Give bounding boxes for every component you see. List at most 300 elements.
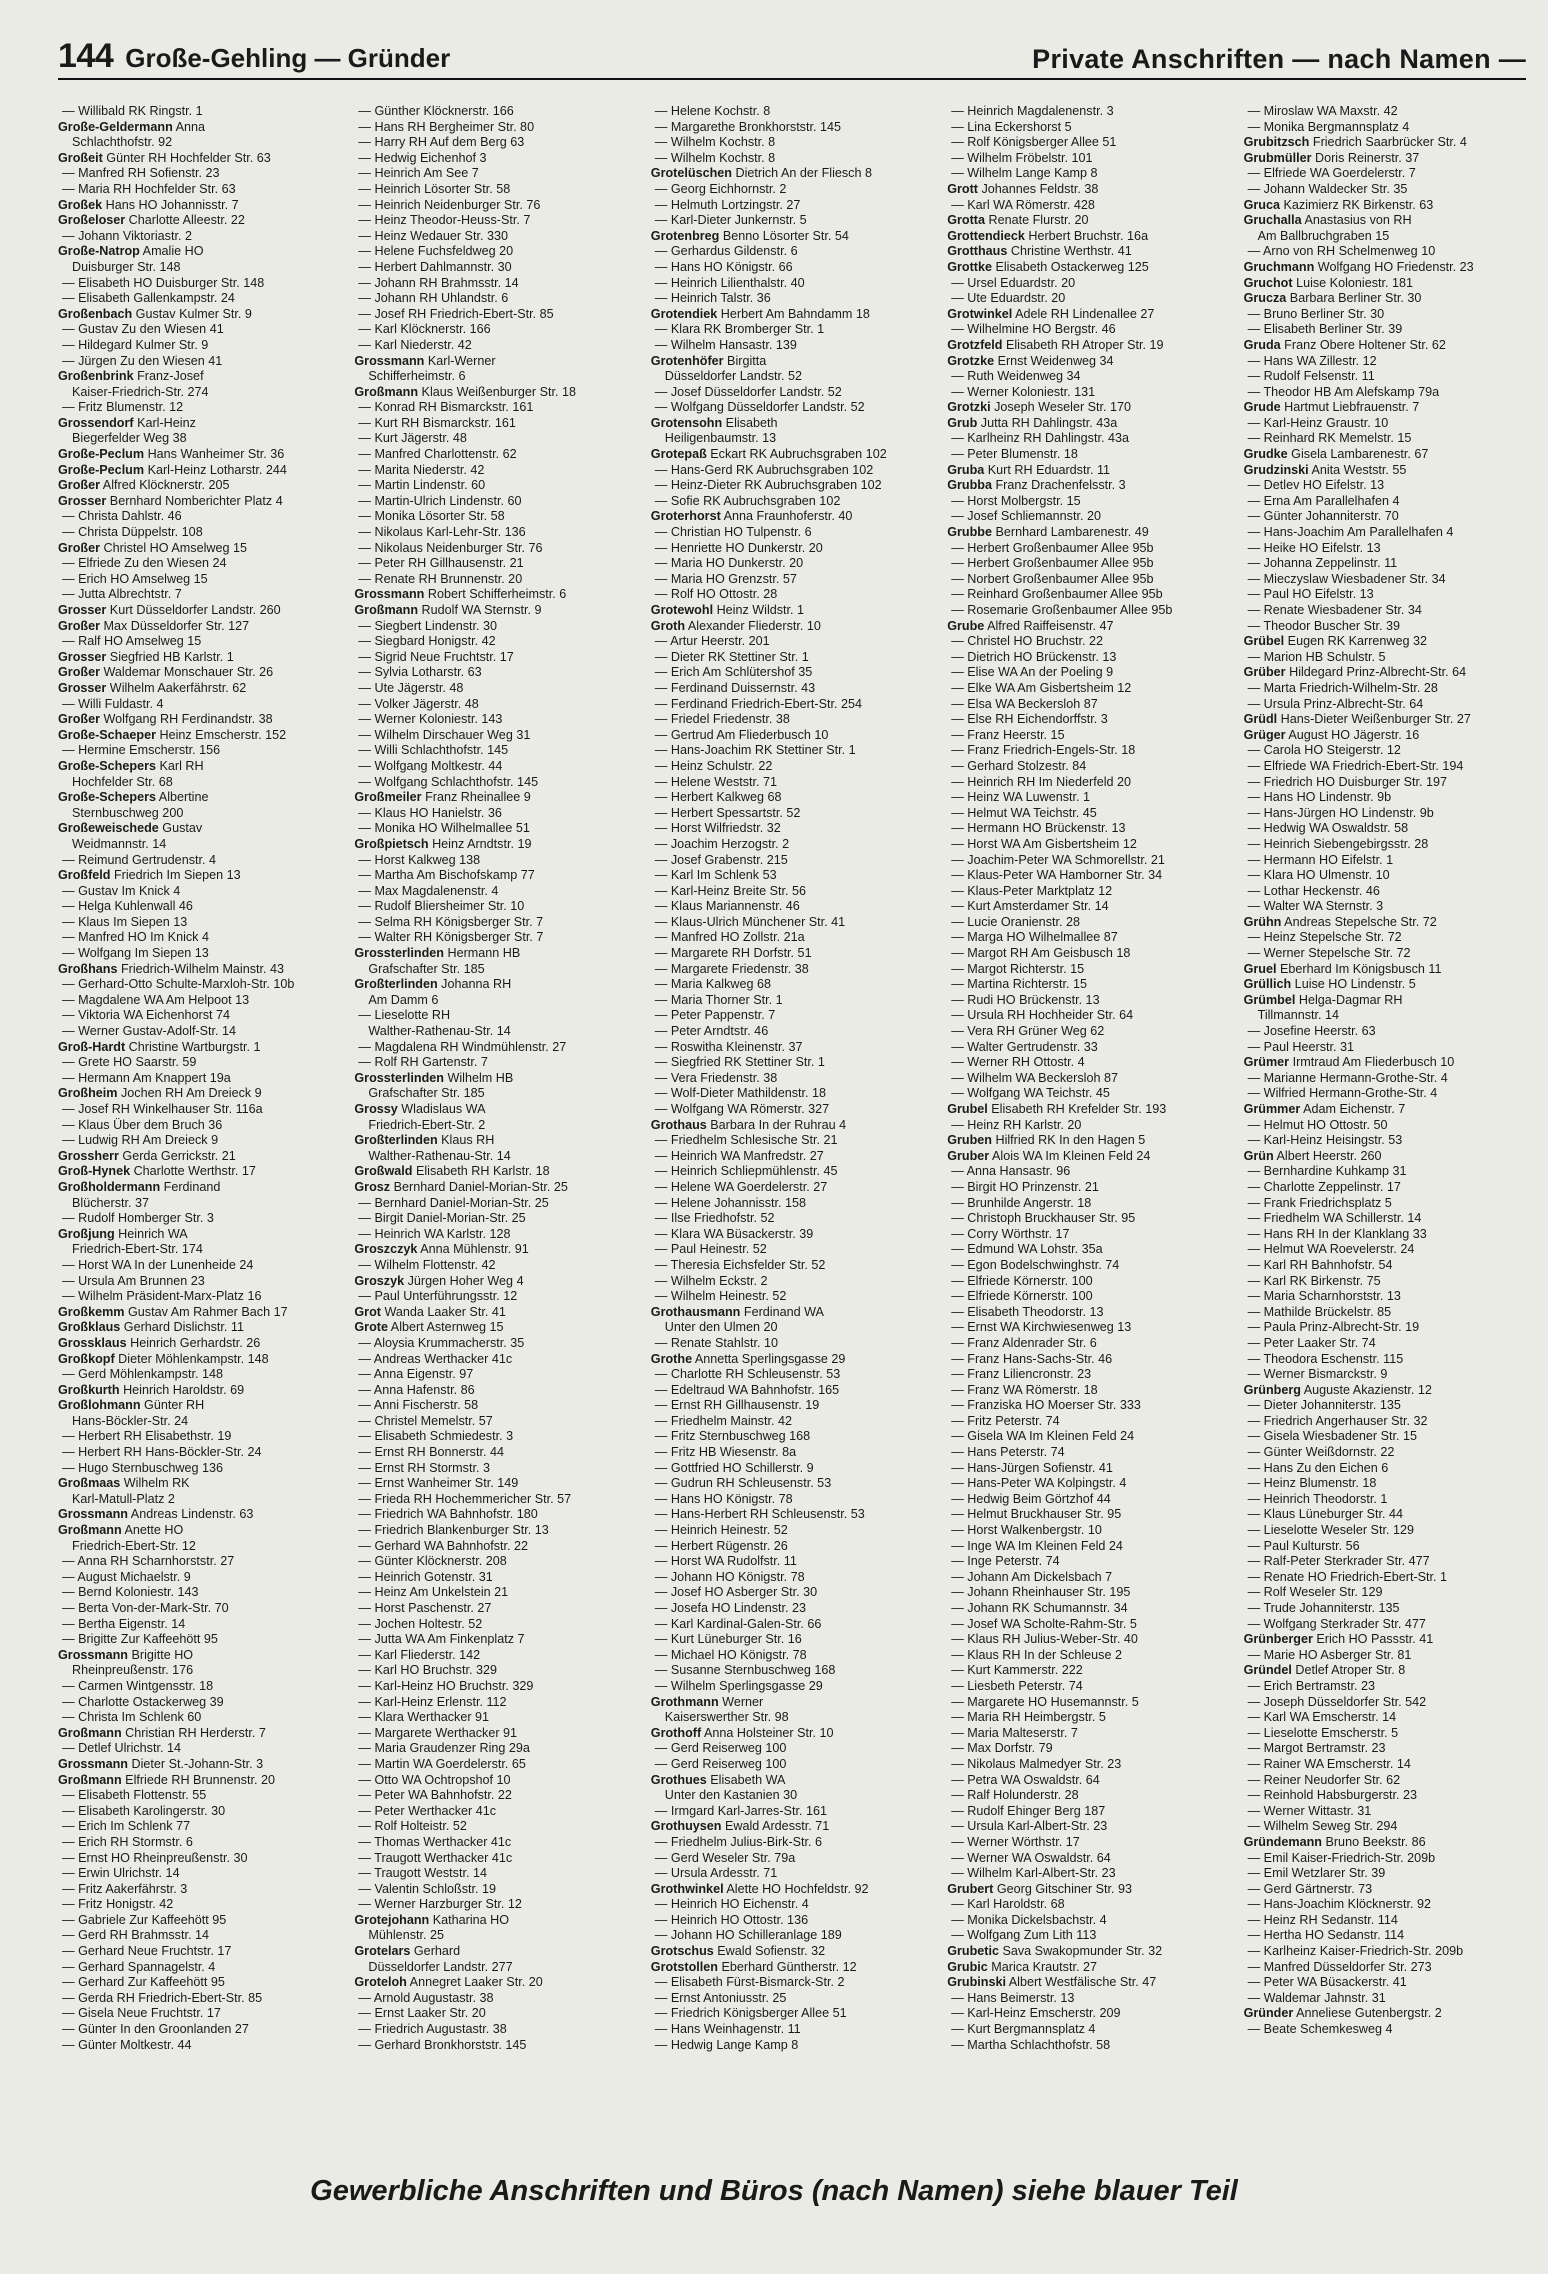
directory-entry — [947, 307, 1229, 323]
entry-surname: Groszyk — [354, 1273, 405, 1288]
entry-text: — Helmut HO Ottostr. 50 — [1247, 1117, 1388, 1132]
entry-text: Eugen RK Karrenweg 32 — [1284, 634, 1428, 649]
entry-text: Siegfried HB Karlstr. 1 — [106, 649, 234, 664]
footer-note: Gewerbliche Anschriften und Büros (nach Namen) siehe blauer Teil — [310, 2175, 1238, 2207]
entry-text: — Herbert RH Elisabethstr. 19 — [62, 1429, 232, 1444]
entry-text: — Gerhard Bronkhorststr. 145 — [358, 2037, 527, 2052]
directory-entry — [947, 1258, 1229, 1274]
directory-entry — [354, 478, 636, 494]
directory-entry — [354, 2022, 636, 2038]
entry-surname: Großkurth — [58, 1382, 120, 1397]
entry-text: — Gottfried HO Schillerstr. 9 — [654, 1460, 814, 1475]
directory-entry — [354, 665, 636, 681]
entry-text: Sava Swakopmunder Str. 32 — [998, 1944, 1163, 1959]
directory-entry — [651, 1227, 933, 1243]
entry-text: — Birgit Daniel-Morian-Str. 25 — [358, 1211, 526, 1226]
directory-entry — [651, 322, 933, 338]
directory-entry — [58, 1539, 340, 1555]
entry-text: Wanda Laaker Str. 41 — [380, 1304, 506, 1319]
entry-text: — Hans RH In der Klanklang 33 — [1247, 1226, 1427, 1241]
entry-surname: Grosser — [58, 603, 107, 617]
directory-entry — [354, 354, 636, 370]
entry-text: — Wolfgang Schlachthofstr. 145 — [358, 774, 539, 789]
entry-surname: Große-Peclum — [58, 447, 145, 462]
directory-entry — [354, 837, 636, 853]
entry-surname: Grotendiek — [650, 306, 718, 321]
entry-text: — Klaus-Peter WA Hamborner Str. 34 — [951, 868, 1163, 883]
directory-entry — [354, 1975, 636, 1991]
directory-entry — [58, 665, 340, 681]
directory-entry — [354, 1040, 636, 1056]
entry-text: — Reinhard RK Memelstr. 15 — [1247, 431, 1412, 446]
directory-entry — [1244, 276, 1526, 292]
directory-entry — [354, 853, 636, 869]
entry-text: — Elisabeth Theodorstr. 13 — [951, 1304, 1104, 1319]
entry-surname: Grossterlinden — [354, 946, 444, 961]
directory-entry — [651, 2022, 933, 2038]
directory-entry — [354, 1913, 636, 1929]
directory-entry — [947, 1274, 1229, 1290]
entry-surname: Grott — [947, 181, 978, 196]
directory-entry — [354, 1507, 636, 1523]
entry-text: Hans Wanheimer Str. 36 — [144, 447, 285, 462]
directory-entry — [1244, 1383, 1526, 1399]
entry-text: — Arnold Augustastr. 38 — [358, 1990, 494, 2005]
entry-surname: Grüdl — [1243, 712, 1278, 727]
entry-text: — Edeltraud WA Bahnhofstr. 165 — [654, 1382, 840, 1397]
directory-entry — [354, 1695, 636, 1711]
entry-text: — Klaus-Ulrich Münchener Str. 41 — [654, 914, 846, 929]
directory-entry — [947, 1601, 1229, 1617]
entry-text: — Reiner Neudorfer Str. 62 — [1247, 1772, 1401, 1787]
directory-entry — [947, 1461, 1229, 1477]
entry-text: Mühlenstr. 25 — [368, 1928, 444, 1943]
entry-text: Jutta RH Dahlingstr. 43a — [977, 415, 1118, 430]
entry-text: — Elfriede Körnerstr. 100 — [951, 1289, 1093, 1304]
entry-surname: Großhans — [58, 961, 118, 976]
directory-entry — [58, 260, 340, 276]
directory-entry — [354, 1960, 636, 1976]
entry-text: — Rosemarie Großenbaumer Allee 95b — [951, 603, 1173, 617]
entry-text: — Manfred RH Sofienstr. 23 — [62, 166, 220, 181]
directory-entry — [354, 821, 636, 837]
directory-entry — [947, 463, 1229, 479]
directory-entry — [947, 868, 1229, 884]
entry-text: Eberhard Güntherstr. 12 — [717, 1959, 857, 1974]
entry-surname: Gründer — [1243, 2006, 1294, 2021]
directory-entry — [947, 478, 1229, 494]
directory-entry — [651, 1788, 933, 1804]
directory-entry — [947, 806, 1229, 822]
entry-text: Ernst Weidenweg 34 — [994, 353, 1114, 368]
directory-entry — [58, 1180, 340, 1196]
directory-entry — [1244, 1305, 1526, 1321]
entry-surname: Grossterlinden — [354, 1070, 444, 1085]
entry-surname: Großmann — [58, 1725, 122, 1740]
entry-text: — Peter Pappenstr. 7 — [654, 1008, 776, 1023]
directory-entry — [354, 977, 636, 993]
directory-entry — [58, 198, 340, 214]
directory-entry — [354, 1928, 636, 1944]
directory-entry — [58, 1429, 340, 1445]
entry-text: — Klaus Über dem Bruch 36 — [62, 1117, 223, 1132]
entry-text: Barbara Berliner Str. 30 — [1286, 291, 1422, 306]
entry-text: — Horst Molbergstr. 15 — [951, 493, 1081, 508]
entry-text: — Hedwig Beim Görtzhof 44 — [951, 1491, 1111, 1506]
directory-entry — [58, 1476, 340, 1492]
directory-entry — [651, 1570, 933, 1586]
entry-text: Auguste Akazienstr. 12 — [1300, 1382, 1432, 1397]
entry-text: — Hedwig Lange Kamp 8 — [654, 2037, 799, 2052]
directory-entry — [651, 728, 933, 744]
directory-entry — [947, 619, 1229, 635]
directory-entry — [58, 1352, 340, 1368]
entry-text: Bernhard Lambarenestr. 49 — [991, 525, 1149, 540]
entry-surname: Gruchalla — [1243, 213, 1302, 228]
directory-entry — [1244, 962, 1526, 978]
entry-text: Hermann HB — [443, 946, 521, 961]
directory-entry — [1244, 509, 1526, 525]
entry-text: — Karl Im Schlenk 53 — [654, 868, 777, 883]
directory-entry — [1244, 1492, 1526, 1508]
entry-text: — Heinz Theodor-Heuss-Str. 7 — [358, 213, 531, 228]
directory-entry — [651, 541, 933, 557]
entry-text: — Martin-Ulrich Lindenstr. 60 — [358, 493, 522, 508]
entry-surname: Große-Schepers — [58, 758, 156, 773]
entry-text: Herbert Am Bahndamm 18 — [717, 306, 870, 321]
entry-text: — Reinhard Großenbaumer Allee 95b — [951, 587, 1163, 602]
entry-text: — Bertha Eigenstr. 14 — [62, 1616, 186, 1631]
entry-text: — Gerd Weseler Str. 79a — [654, 1850, 796, 1865]
entry-text: — Hedwig Eichenhof 3 — [358, 150, 487, 165]
directory-entry — [651, 1851, 933, 1867]
directory-entry — [354, 1476, 636, 1492]
directory-entry — [947, 431, 1229, 447]
entry-text: Friedrich Im Siepen 13 — [110, 868, 241, 883]
entry-text: — Heinrich WA Karlstr. 128 — [358, 1226, 511, 1241]
directory-entry — [651, 1305, 933, 1321]
entry-text: — Volker Jägerstr. 48 — [358, 696, 479, 711]
entry-text: — Ralf Holunderstr. 28 — [951, 1788, 1079, 1803]
directory-entry — [1244, 806, 1526, 822]
directory-entry — [947, 1071, 1229, 1087]
directory-entry — [651, 556, 933, 572]
entry-text: Friedrich-Wilhelm Mainstr. 43 — [117, 961, 285, 976]
entry-text: Friedrich-Ebert-Str. 2 — [368, 1117, 486, 1132]
directory-entry — [1244, 1585, 1526, 1601]
entry-text: — Erich RH Stormstr. 6 — [62, 1834, 193, 1849]
entry-surname: Großmann — [354, 603, 419, 617]
directory-entry — [947, 1164, 1229, 1180]
directory-entry — [58, 1913, 340, 1929]
directory-entry — [1244, 1554, 1526, 1570]
entry-text: Elisabeth Ostackerweg 125 — [991, 259, 1149, 274]
entry-text: — Lina Eckershorst 5 — [951, 119, 1072, 134]
entry-text: — Siegfried RK Stettiner Str. 1 — [654, 1055, 825, 1070]
entry-surname: Große-Natrop — [58, 244, 140, 259]
entry-text: — Johann Viktoriastr. 2 — [62, 228, 192, 243]
entry-text: Wilhelm RK — [120, 1476, 190, 1491]
directory-entry — [651, 993, 933, 1009]
directory-entry — [1244, 775, 1526, 791]
entry-text: — Erich Bertramstr. 23 — [1247, 1678, 1375, 1693]
entry-text: Gustav Kulmer Str. 9 — [132, 306, 252, 321]
directory-entry — [354, 431, 636, 447]
entry-text: — Hertha HO Sedanstr. 114 — [1247, 1928, 1405, 1943]
entry-text: — Wolf-Dieter Mathildenstr. 18 — [654, 1086, 827, 1101]
directory-entry — [1244, 120, 1526, 136]
entry-text: — Horst Kalkweg 138 — [358, 852, 481, 867]
header-left — [58, 37, 450, 78]
directory-entry — [947, 541, 1229, 557]
entry-text: — Monika Bergmannsplatz 4 — [1247, 119, 1410, 134]
directory-entry — [1244, 1227, 1526, 1243]
entry-text: — Harry RH Auf dem Berg 63 — [358, 135, 525, 150]
entry-text: Franz-Josef — [133, 369, 204, 384]
entry-surname: Grossmann — [58, 1507, 128, 1522]
directory-entry — [58, 712, 340, 728]
entry-text: Elisabeth WA — [706, 1772, 786, 1787]
directory-entry — [947, 1133, 1229, 1149]
entry-text: — Elise WA An der Poeling 9 — [951, 665, 1114, 680]
directory-entry — [1244, 1679, 1526, 1695]
directory-column-3 — [651, 104, 933, 2144]
directory-entry — [651, 291, 933, 307]
directory-entry — [354, 1617, 636, 1633]
directory-entry — [58, 2006, 340, 2022]
entry-text: — Erich Im Schlenk 77 — [62, 1819, 191, 1834]
entry-text: — Karl-Heinz HO Bruchstr. 329 — [358, 1678, 534, 1693]
directory-entry — [947, 930, 1229, 946]
entry-text: Heiligenbaumstr. 13 — [664, 431, 777, 446]
entry-text: — Wilhelm Kochstr. 8 — [654, 135, 776, 150]
entry-text: — Wolfgang Sterkrader Str. 477 — [1247, 1616, 1426, 1631]
entry-text: — Gerd Reiserweg 100 — [654, 1741, 787, 1756]
directory-entry — [1244, 1320, 1526, 1336]
directory-entry — [1244, 1414, 1526, 1430]
entry-text: — Erich Am Schlütershof 35 — [654, 665, 813, 680]
entry-text: — Karl Niederstr. 42 — [358, 337, 472, 352]
directory-entry — [58, 1788, 340, 1804]
entry-text: — Heinz Stepelsche Str. 72 — [1247, 930, 1402, 945]
directory-entry — [354, 1102, 636, 1118]
entry-text: — Marita Niederstr. 42 — [358, 462, 485, 477]
entry-text: — Heinrich Talstr. 36 — [654, 291, 771, 306]
directory-entry — [1244, 1695, 1526, 1711]
directory-entry — [947, 1102, 1229, 1118]
entry-text: — Heinrich HO Ottostr. 136 — [654, 1912, 809, 1927]
directory-entry — [354, 1305, 636, 1321]
directory-entry — [947, 182, 1229, 198]
directory-entry — [947, 166, 1229, 182]
directory-entry — [651, 1242, 933, 1258]
directory-entry — [58, 1320, 340, 1336]
entry-text: — Martin Lindenstr. 60 — [358, 478, 486, 493]
entry-text: — Ursula Prinz-Albrecht-Str. 64 — [1247, 696, 1424, 711]
entry-surname: Großlohmann — [58, 1398, 141, 1413]
entry-text: — Dieter RK Stettiner Str. 1 — [654, 649, 809, 664]
directory-entry — [1244, 1040, 1526, 1056]
directory-entry — [1244, 1102, 1526, 1118]
directory-entry — [651, 1991, 933, 2007]
directory-entry — [947, 821, 1229, 837]
entry-surname: Grubinski — [947, 1975, 1006, 1990]
directory-entry — [651, 1554, 933, 1570]
directory-entry — [354, 1554, 636, 1570]
directory-entry — [354, 1492, 636, 1508]
directory-entry — [947, 1180, 1229, 1196]
entry-text: Charlotte Alleestr. 22 — [125, 213, 245, 228]
entry-text: — Wilfried Hermann-Grothe-Str. 4 — [1247, 1086, 1438, 1101]
entry-text: Alfred Klöcknerstr. 205 — [100, 478, 230, 493]
directory-entry — [58, 1710, 340, 1726]
entry-text: — Ursula Am Brunnen 23 — [62, 1273, 205, 1288]
directory-entry — [947, 1523, 1229, 1539]
entry-text: — Renate HO Friedrich-Ebert-Str. 1 — [1247, 1569, 1448, 1584]
entry-text: — Waldemar Jahnstr. 31 — [1247, 1990, 1386, 2005]
entry-text: — Rolf HO Ottostr. 28 — [654, 587, 778, 602]
directory-entry — [651, 1539, 933, 1555]
entry-text: — Werner Koloniestr. 131 — [951, 384, 1096, 399]
entry-text: — Christa Düppelstr. 108 — [62, 525, 203, 540]
entry-text: Hilfried RK In den Hagen 5 — [991, 1133, 1146, 1148]
entry-text: — Fritz Sternbuschweg 168 — [654, 1429, 811, 1444]
directory-entry — [947, 1710, 1229, 1726]
directory-entry — [58, 1663, 340, 1679]
directory-entry — [1244, 993, 1526, 1009]
directory-entry — [651, 603, 933, 619]
directory-entry — [58, 2038, 340, 2054]
entry-text: — Gerd Gärtnerstr. 73 — [1247, 1881, 1373, 1896]
entry-text: — Paul Heerstr. 31 — [1247, 1039, 1354, 1054]
directory-entry — [58, 1305, 340, 1321]
entry-text: — Anna RH Scharnhorststr. 27 — [62, 1554, 235, 1569]
name-range: Große-Gehling — Gründer — [125, 43, 451, 73]
entry-text: — Karl Kardinal-Galen-Str. 66 — [654, 1616, 822, 1631]
entry-text: — Werner Stepelsche Str. 72 — [1247, 946, 1411, 961]
directory-entry — [947, 385, 1229, 401]
entry-surname: Grossy — [354, 1102, 398, 1116]
entry-text: — Mieczyslaw Wiesbadener Str. 34 — [1247, 571, 1446, 586]
directory-entry — [651, 369, 933, 385]
entry-text: — Elisabeth Gallenkampstr. 24 — [62, 291, 235, 306]
entry-text: — Marianne Hermann-Grothe-Str. 4 — [1247, 1070, 1448, 1085]
entry-text: Friedrich Saarbrücker Str. 4 — [1309, 135, 1467, 150]
entry-surname: Gruba — [947, 462, 985, 477]
directory-entry — [354, 759, 636, 775]
directory-entry — [947, 728, 1229, 744]
directory-entry — [947, 1320, 1229, 1336]
directory-entry — [651, 1773, 933, 1789]
directory-entry — [651, 806, 933, 822]
entry-text: — Günter Moltkestr. 44 — [62, 2037, 192, 2052]
entry-text: — Fritz Honigstr. 42 — [62, 1897, 174, 1912]
directory-entry — [1244, 1289, 1526, 1305]
directory-entry — [947, 244, 1229, 260]
entry-text: Johanna RH — [437, 977, 512, 992]
entry-text: — Sylvia Lotharstr. 63 — [358, 665, 482, 680]
entry-text: Brigitte HO — [128, 1647, 194, 1662]
directory-entry — [1244, 1757, 1526, 1773]
entry-text: — Helga Kuhlenwall 46 — [62, 899, 193, 914]
entry-text: — Fritz Peterstr. 74 — [951, 1413, 1060, 1428]
directory-entry — [1244, 369, 1526, 385]
entry-text: Joseph Weseler Str. 170 — [990, 400, 1132, 415]
directory-entry — [947, 2022, 1229, 2038]
directory-entry — [58, 182, 340, 198]
directory-entry — [947, 1773, 1229, 1789]
entry-text: Eckart RK Aubruchsgraben 102 — [706, 447, 887, 462]
directory-entry — [947, 416, 1229, 432]
directory-entry — [651, 1352, 933, 1368]
entry-surname: Großenbrink — [58, 369, 134, 384]
directory-entry — [354, 1227, 636, 1243]
directory-entry — [58, 1414, 340, 1430]
entry-text: Heinrich WA — [114, 1226, 188, 1241]
entry-text: — Elisabeth Schmiedestr. 3 — [358, 1429, 514, 1444]
directory-entry — [947, 1227, 1229, 1243]
entry-text: Unter den Ulmen 20 — [664, 1320, 778, 1335]
directory-entry — [58, 1897, 340, 1913]
entry-text: — Lothar Heckenstr. 46 — [1247, 883, 1380, 898]
directory-entry — [947, 1835, 1229, 1851]
entry-text: Ferdinand WA — [740, 1304, 824, 1319]
directory-entry — [651, 104, 933, 120]
directory-entry — [651, 790, 933, 806]
directory-entry — [1244, 1258, 1526, 1274]
directory-entry — [651, 244, 933, 260]
entry-text: Günter RH — [140, 1398, 205, 1413]
directory-entry — [354, 1133, 636, 1149]
directory-entry — [58, 1367, 340, 1383]
entry-text: — Selma RH Königsberger Str. 7 — [358, 914, 544, 929]
directory-entry — [651, 1835, 933, 1851]
directory-entry — [354, 1352, 636, 1368]
entry-text: — Rudolf Ehinger Berg 187 — [951, 1803, 1106, 1818]
entry-text: Walther-Rathenau-Str. 14 — [368, 1148, 511, 1163]
entry-text: — Erwin Ulrichstr. 14 — [62, 1866, 180, 1881]
entry-text: — Karl-Dieter Junkernstr. 5 — [654, 213, 807, 228]
entry-text: Amalie HO — [139, 244, 204, 259]
directory-entry — [1244, 837, 1526, 853]
entry-text: — Kurt Kammerstr. 222 — [951, 1663, 1083, 1678]
entry-text: — Klara HO Ulmenstr. 10 — [1247, 868, 1390, 883]
directory-entry — [651, 915, 933, 931]
directory-entry — [651, 120, 933, 136]
entry-surname: Grothuysen — [650, 1819, 722, 1834]
directory-entry — [651, 260, 933, 276]
entry-text: — Ute Eduardstr. 20 — [951, 291, 1066, 306]
directory-entry — [947, 1149, 1229, 1165]
entry-surname: Großek — [58, 197, 103, 212]
directory-entry — [58, 1383, 340, 1399]
directory-entry — [58, 1164, 340, 1180]
directory-entry — [1244, 260, 1526, 276]
entry-text: — Nikolaus Malmedyer Str. 23 — [951, 1756, 1122, 1771]
entry-text: — Ludwig RH Am Dreieck 9 — [62, 1133, 219, 1148]
entry-text: Christine Werthstr. 41 — [1007, 244, 1132, 259]
entry-text: — Johanna Zeppelinstr. 11 — [1247, 556, 1398, 571]
entry-text: Eberhard Im Königsbusch 11 — [1276, 961, 1442, 976]
entry-text: Rudolf WA Sternstr. 9 — [418, 603, 542, 617]
entry-surname: Grossendorf — [58, 415, 134, 430]
directory-entry — [651, 1461, 933, 1477]
entry-text: — Lieselotte Weseler Str. 129 — [1247, 1523, 1414, 1538]
directory-entry — [1244, 1819, 1526, 1835]
directory-entry — [1244, 1866, 1526, 1882]
entry-surname: Großkemm — [58, 1304, 125, 1319]
entry-text: — Arno von RH Schelmenweg 10 — [1247, 244, 1436, 259]
